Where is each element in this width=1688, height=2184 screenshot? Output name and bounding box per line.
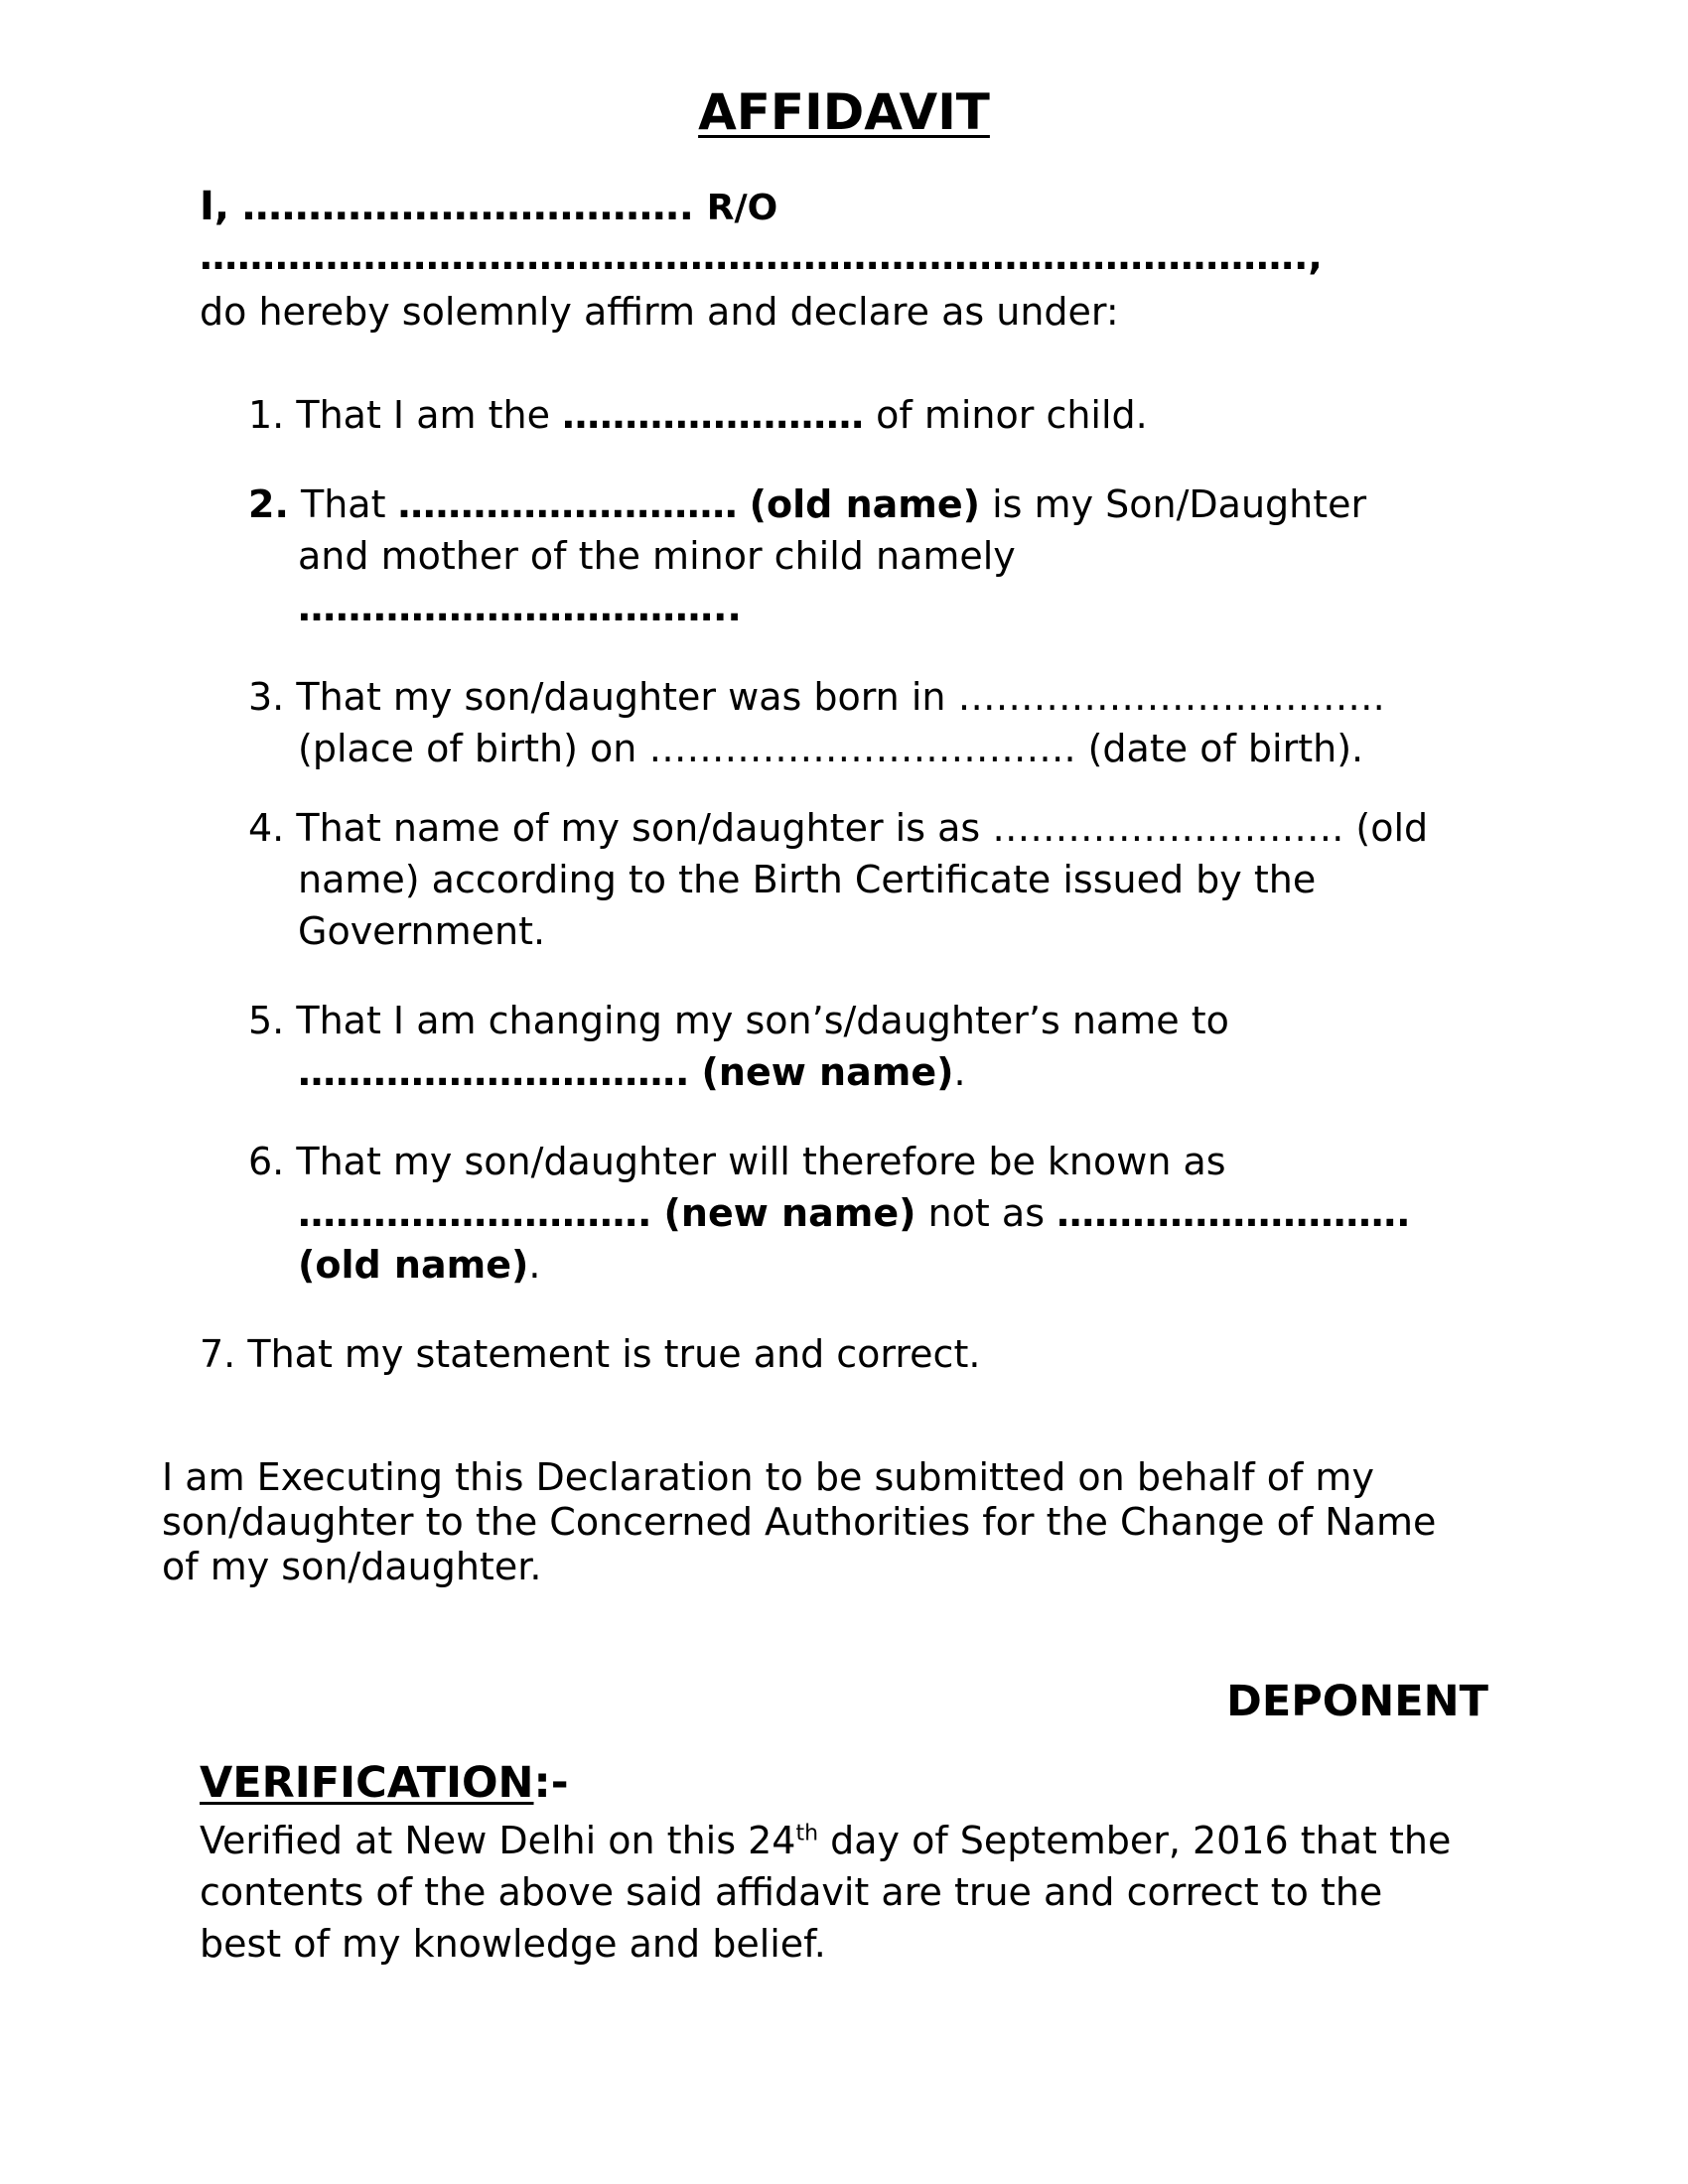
item-6-blank-1: ………………………. [298,1191,652,1235]
intro-i-label: I, [200,184,230,229]
item-1-text-pre: That I am the [296,393,550,437]
item-7-number: 7. [200,1332,236,1376]
item-6-old-name: (old name) [298,1243,529,1287]
item-3-number: 3. [248,675,285,719]
list-item-4 [248,802,1428,854]
item-4-line-2: name) according to the Birth Certificate issued by the [298,858,1317,901]
item-5-line-1: That I am changing my son’s/daughter’s name to [296,999,1229,1042]
item-5-end: . [953,1050,966,1094]
item-3-line-2: (place of birth) on ……………………………. (date of birth). [298,727,1364,770]
item-2-line-2: and mother of the minor child namely [298,534,1016,578]
intro-line-name [200,181,777,234]
intro-name-blank: ……………………………. [241,184,694,229]
item-2-blank: ……………………… [397,482,738,526]
item-5-line-2 [298,1046,966,1098]
verification-line-1 [200,1815,1451,1866]
item-5-number: 5. [248,999,285,1042]
list-item-1 [248,389,1148,441]
verification-line-3: best of my knowledge and belief. [200,1922,826,1966]
item-3-line-1: That my son/daughter was born in ……………………………. [296,675,1385,719]
intro-declare-text: do hereby solemnly affirm and declare as under: [200,290,1119,334]
item-6-new-name: (new name) [663,1191,916,1235]
item-2-text-pre: That [300,482,386,526]
item-6-number: 6. [248,1140,285,1183]
item-4-line-1: That name of my son/daughter is as ………………………. (old [296,806,1429,850]
declaration-line-3: of my son/daughter. [162,1545,542,1588]
list-item-7 [200,1328,980,1380]
intro-address-blank: ……………………………………………………………………………., [200,234,1323,278]
item-1-number: 1. [248,393,285,437]
item-6-end: . [528,1243,541,1287]
verification-line-2: contents of the above said affidavit are true and correct to the [200,1870,1383,1914]
item-2-line-3-blank: …………………………….. [298,586,742,629]
verification-date-suffix: th [795,1821,819,1846]
verification-heading-suffix: :- [533,1758,569,1808]
item-4-line-3: Government. [298,909,546,953]
item-6-line-3 [298,1239,540,1291]
verification-line-1-pre: Verified at New Delhi on this 24 [200,1819,796,1862]
item-2-number: 2. [248,482,289,526]
list-item-5 [248,995,1229,1046]
item-5-blank: …………………………. [298,1050,690,1094]
list-item-2 [248,478,1366,530]
item-1-blank: …………………… [562,393,865,437]
intro-ro-label: R/O [706,188,778,228]
item-2-old-name: (old name) [749,482,981,526]
item-7-text: That my statement is true and correct. [247,1332,981,1376]
item-2-text-post: is my Son/Daughter [992,482,1367,526]
item-6-line-1: That my son/daughter will therefore be known as [296,1140,1226,1183]
item-6-not-as: not as [927,1191,1045,1235]
item-6-blank-2: ………………………. [1056,1191,1411,1235]
item-4-number: 4. [248,806,285,850]
item-1-text-post: of minor child. [876,393,1148,437]
declaration-line-2: son/daughter to the Concerned Authorities for the Change of Name [162,1500,1437,1544]
declaration-line-1: I am Executing this Declaration to be submitted on behalf of my [162,1455,1374,1499]
list-item-3 [248,671,1385,723]
deponent-label: DEPONENT [1226,1677,1488,1726]
list-item-6 [248,1136,1226,1187]
item-6-line-2 [298,1187,1411,1239]
verification-line-1-post: day of September, 2016 that the [818,1819,1452,1862]
verification-heading [200,1755,569,1811]
document-title: AFFIDAVIT [698,83,990,141]
item-5-new-name: (new name) [701,1050,954,1094]
verification-heading-text: VERIFICATION [200,1758,534,1808]
